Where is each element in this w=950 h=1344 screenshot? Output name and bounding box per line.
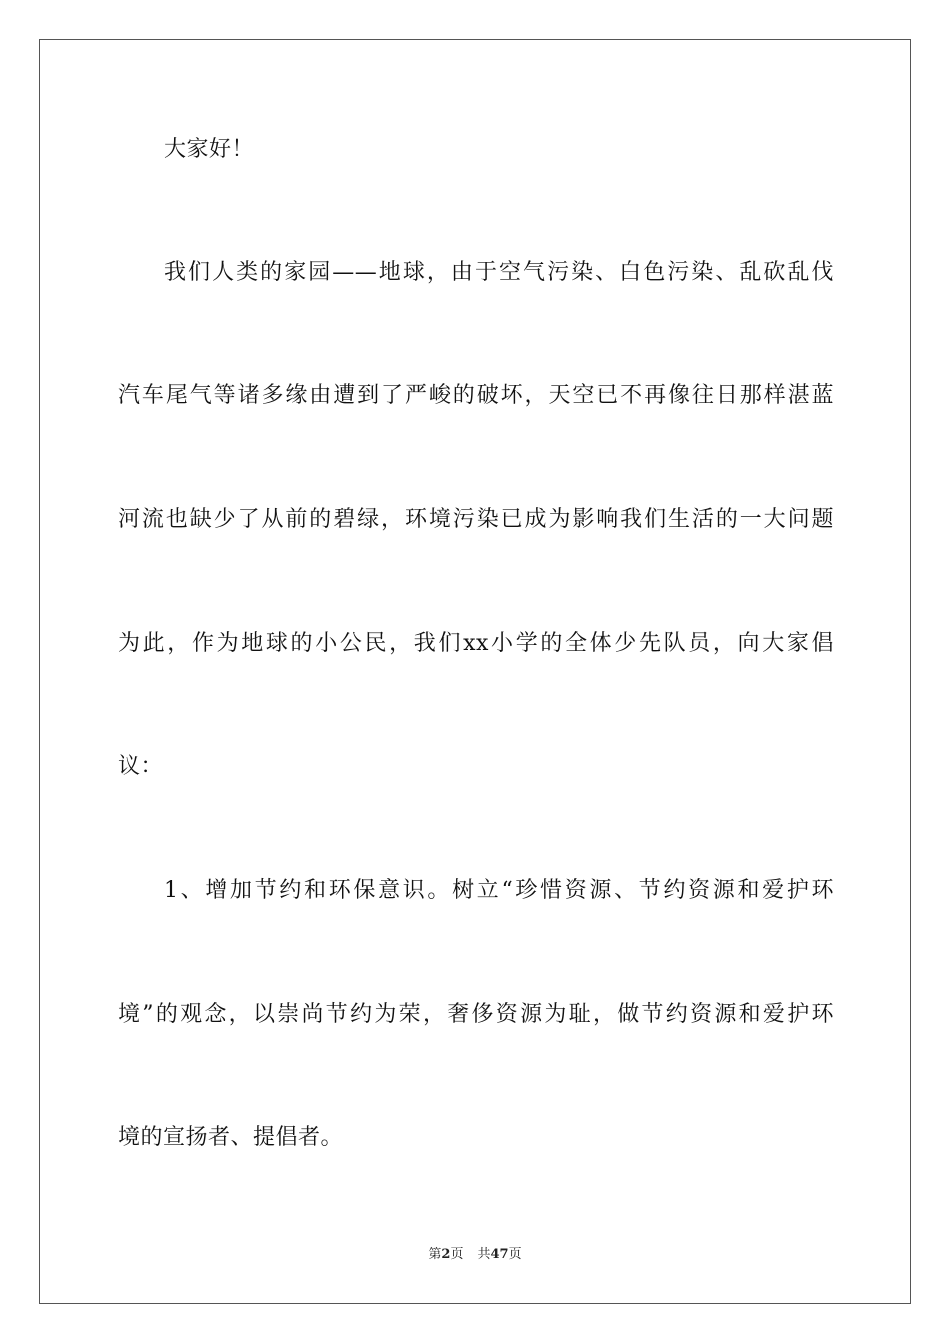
paragraph-line: 河流也缺少了从前的碧绿，环境污染已成为影响我们生活的一大问题 xyxy=(118,507,834,532)
paragraph-line: 汽车尾气等诸多缘由遭到了严峻的破坏，天空已不再像往日那样湛蓝 xyxy=(118,383,834,408)
paragraph-line: 境”的观念，以崇尚节约为荣，奢侈资源为耻，做节约资源和爱护环 xyxy=(118,1002,834,1027)
page-footer xyxy=(0,1246,950,1264)
paragraph-line: 境的宣扬者、提倡者。 xyxy=(118,1125,344,1150)
greeting-line: 大家好！ xyxy=(164,137,255,162)
page-suffix: 页 xyxy=(450,1247,464,1262)
page-prefix: 第 xyxy=(428,1247,442,1262)
page-number: 2 xyxy=(441,1247,451,1262)
paragraph-line: 议： xyxy=(118,754,164,779)
paragraph-line: 为此，作为地球的小公民，我们xx小学的全体少先队员，向大家倡 xyxy=(118,631,834,656)
total-suffix: 页 xyxy=(508,1247,522,1262)
paragraph-line: 1、增加节约和环保意识。树立“珍惜资源、节约资源和爱护环 xyxy=(164,878,834,903)
paragraph-line: 我们人类的家园——地球，由于空气污染、白色污染、乱砍乱伐 xyxy=(164,260,834,285)
total-pages: 47 xyxy=(490,1247,509,1262)
page-frame xyxy=(39,39,911,1304)
total-prefix: 共 xyxy=(477,1247,491,1262)
